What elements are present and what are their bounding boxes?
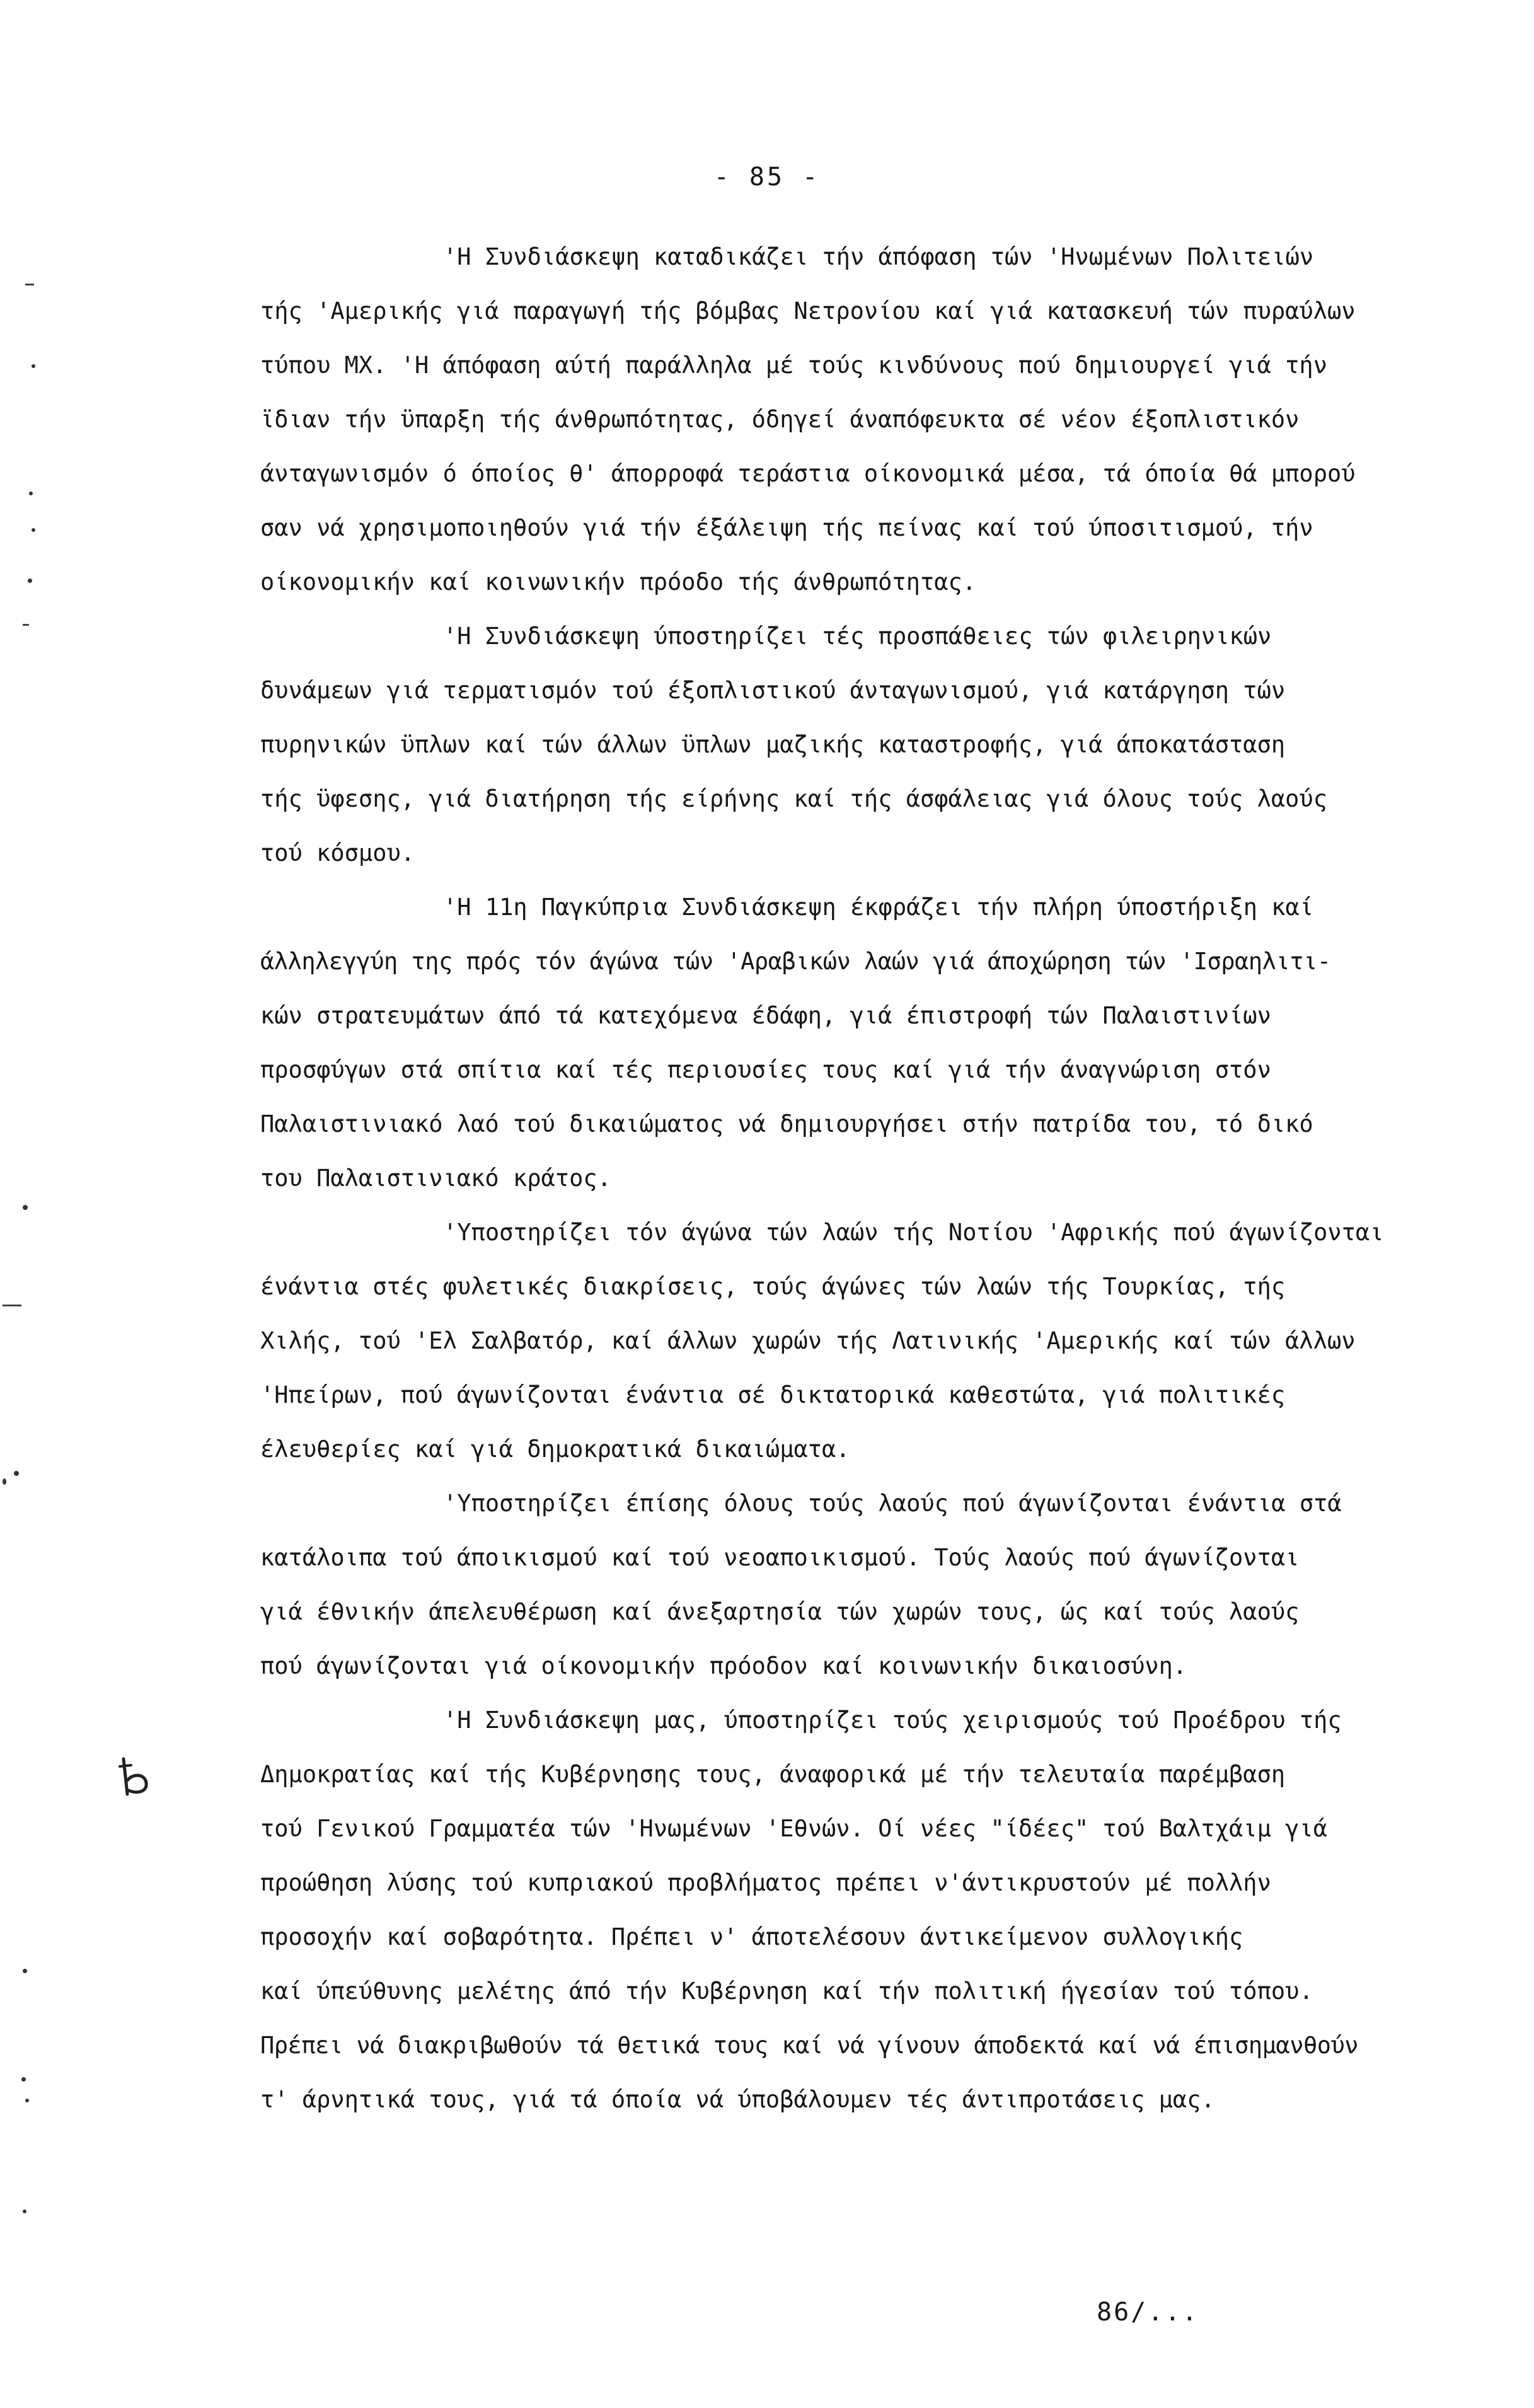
- text-line: προσοχήν καί σοβαρότητα. Πρέπει ν' άποτελέσουν άντικείμενον συλλογικής: [260, 1923, 1243, 1950]
- scan-speck: [3, 1478, 6, 1485]
- scan-speck: [28, 579, 32, 583]
- text-line: οίκονομικήν καί κοινωνικήν πρόοδο τής άνθρωπότητας.: [260, 568, 977, 596]
- text-line: δυνάμεων γιά τερματισμόν τού έξοπλιστικού άνταγωνισμού, γιά κατάργηση τών: [260, 677, 1286, 704]
- text-line: Χιλής, τού 'Ελ Σαλβατόρ, καί άλλων χωρών τής Λατινικής 'Αμερικής καί τών άλλων: [260, 1327, 1356, 1354]
- text-line: ϊδιαν τήν ϋπαρξη τής άνθρωπότητας, όδηγεί άναπόφευκτα σέ νέον έξοπλιστικόν: [260, 406, 1300, 433]
- text-line: άλληλεγγύη της πρός τόν άγώνα τών 'Αραβικών λαών γιά άποχώρηση τών 'Ισραηλιτι-: [260, 948, 1331, 975]
- scan-speck: [23, 624, 29, 626]
- page-number: - 85 -: [713, 163, 821, 192]
- text-line: τής ϋφεσης, γιά διατήρηση τής είρήνης καί τής άσφάλειας γιά όλους τούς λαούς: [260, 785, 1327, 812]
- text-line: ένάντια στές φυλετικές διακρίσεις, τούς άγώνες τών λαών τής Τουρκίας, τής: [260, 1273, 1286, 1300]
- text-line: τύπου ΜΧ. 'Η άπόφαση αύτή παράλληλα μέ τούς κινδύνους πού δημιουργεί γιά τήν: [260, 352, 1327, 379]
- text-line: 'Υποστηρίζει τόν άγώνα τών λαών τής Νοτίου 'Αφρικής πού άγωνίζονται: [443, 1219, 1384, 1246]
- text-line: έλευθερίες καί γιά δημοκρατικά δικαιώματα.: [260, 1436, 850, 1463]
- continuation-marker: 86/...: [1097, 2298, 1199, 2327]
- text-line: γιά έθνικήν άπελευθέρωση καί άνεξαρτησία τών χωρών τους, ώς καί τούς λαούς: [260, 1598, 1300, 1625]
- text-line: τ' άρνητικά τους, γιά τά όποία νά ύποβάλουμεν τές άντιπροτάσεις μας.: [260, 2086, 1215, 2113]
- text-line: προσφύγων στά σπίτια καί τές περιουσίες τους καί γιά τήν άναγνώριση στόν: [260, 1056, 1271, 1083]
- scan-speck: [29, 492, 33, 495]
- text-line: πυρηνικών ϋπλων καί τών άλλων ϋπλων μαζικής καταστροφής, γιά άποκατάσταση: [260, 731, 1286, 758]
- text-line: κών στρατευμάτων άπό τά κατεχόμενα έδάφη, γιά έπιστροφή τών Παλαιστινίων: [260, 1002, 1271, 1029]
- text-line: του Παλαιστινιακό κράτος.: [260, 1165, 611, 1192]
- text-line: άνταγωνισμόν ό όποίος θ' άπορροφά τεράστια οίκονομικά μέσα, τά όποία θά μπορού: [260, 460, 1356, 487]
- text-line: 'Η 11η Παγκύπρια Συνδιάσκεψη έκφράζει τήν πλήρη ύποστήριξη καί: [443, 894, 1314, 921]
- handwritten-mark: [115, 1755, 159, 1799]
- text-line: Παλαιστινιακό λαό τού δικαιώματος νά δημιουργήσει στήν πατρίδα του, τό δικό: [260, 1110, 1313, 1138]
- scan-speck: [14, 1471, 19, 1476]
- scan-speck: [25, 2099, 29, 2102]
- scan-speck: [3, 1305, 21, 1306]
- scan-speck: [25, 284, 34, 285]
- text-line: τού κόσμου.: [260, 839, 415, 867]
- text-line: κατάλοιπα τού άποικισμού καί τού νεοαποικισμού. Τούς λαούς πού άγωνίζονται: [260, 1544, 1300, 1571]
- scan-speck: [21, 2077, 26, 2082]
- text-line: Πρέπει νά διακριβωθούν τά θετικά τους καί νά γίνουν άποδεκτά καί νά έπισημανθούν: [260, 2032, 1359, 2059]
- scan-speck: [23, 1205, 28, 1210]
- text-line: καί ύπεύθυνης μελέτης άπό τήν Κυβέρνηση καί τήν πολιτική ήγεσίαν τού τόπου.: [260, 1978, 1313, 2005]
- text-line: 'Υποστηρίζει έπίσης όλους τούς λαούς πού άγωνίζονται ένάντια στά: [443, 1490, 1342, 1517]
- scan-speck: [23, 1969, 27, 1973]
- text-line: σαν νά χρησιμοποιηθούν γιά τήν έξάλειψη τής πείνας καί τού ύποσιτισμού, τήν: [260, 514, 1313, 541]
- scan-speck: [23, 2209, 26, 2213]
- text-line: 'Η Συνδιάσκεψη μας, ύποστηρίζει τούς χειρισμούς τού Προέδρου τής: [443, 1707, 1342, 1734]
- text-line: τού Γενικού Γραμματέα τών 'Ηνωμένων 'Εθνών. Οί νέες "ίδέες" τού Βαλτχάιμ γιά: [260, 1815, 1327, 1842]
- text-line: 'Ηπείρων, πού άγωνίζονται ένάντια σέ δικτατορικά καθεστώτα, γιά πολιτικές: [260, 1381, 1286, 1409]
- scan-speck: [32, 364, 35, 368]
- text-line: 'Η Συνδιάσκεψη ύποστηρίζει τές προσπάθειες τών φιλειρηνικών: [443, 623, 1272, 650]
- text-line: τής 'Αμερικής γιά παραγωγή τής βόμβας Νετρονίου καί γιά κατασκευή τών πυραύλων: [260, 297, 1356, 325]
- text-line: πού άγωνίζονται γιά οίκονομικήν πρόοδον καί κοινωνικήν δικαιοσύνη.: [260, 1652, 1187, 1679]
- text-line: προώθηση λύσης τού κυπριακού προβλήματος πρέπει ν'άντικρυστούν μέ πολλήν: [260, 1869, 1271, 1896]
- text-line: 'Η Συνδιάσκεψη καταδικάζει τήν άπόφαση τών 'Ηνωμένων Πολιτειών: [443, 243, 1314, 270]
- text-line: Δημοκρατίας καί τής Κυβέρνησης τους, άναφορικά μέ τήν τελευταία παρέμβαση: [260, 1761, 1286, 1788]
- scan-speck: [32, 528, 35, 532]
- document-body: [260, 230, 1496, 2127]
